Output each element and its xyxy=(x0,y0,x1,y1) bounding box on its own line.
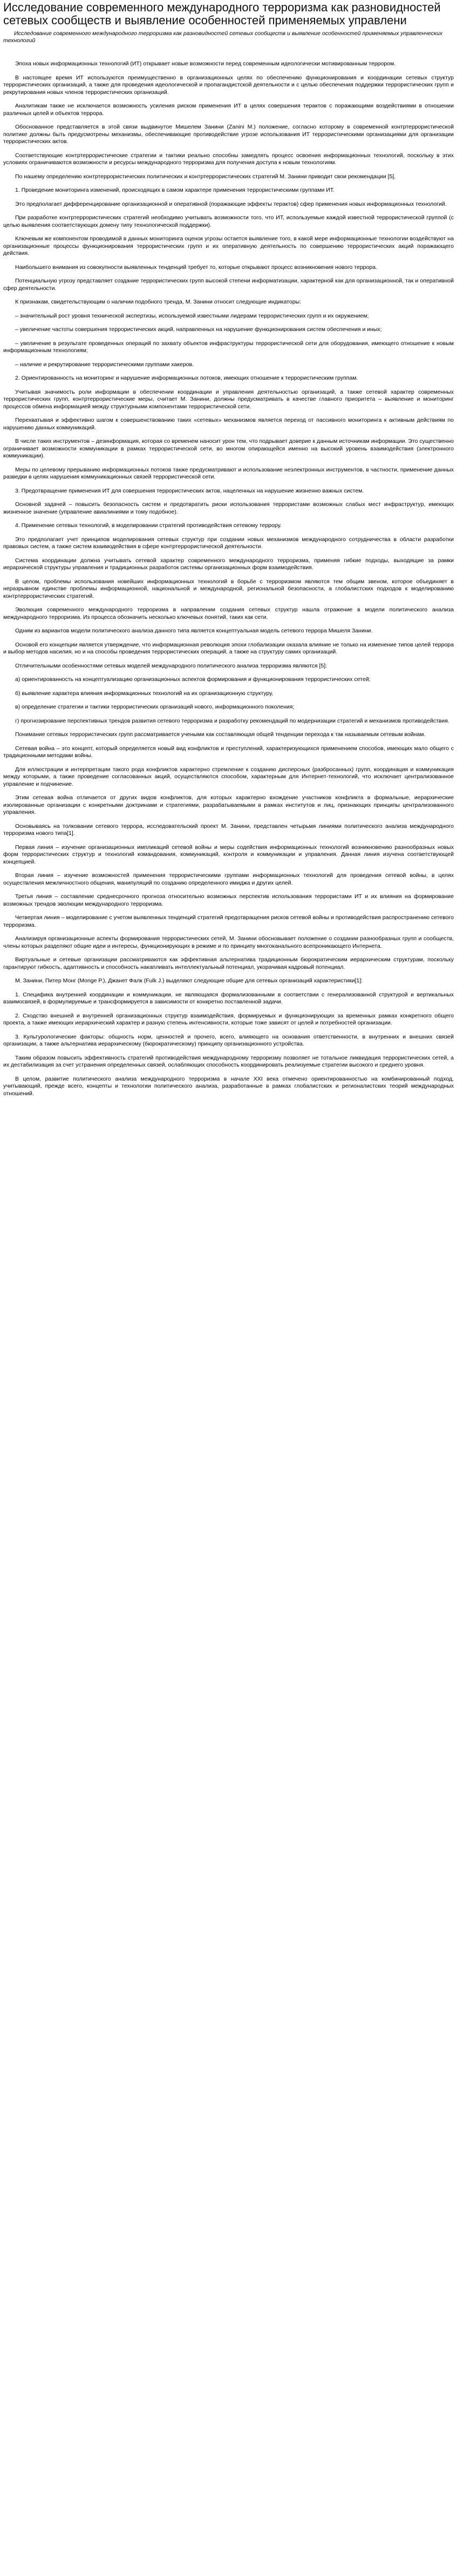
body-paragraph: Понимание сетевых террористических групп рассматривается учеными как составляющая общей тенденции перехода к так называемым сетевым войнам. xyxy=(15,731,426,738)
body-paragraph: г) прогнозирование перспективных трендов развития сетевого терроризма и разработку рекомендаций по модернизации стратегий и механизмов противодействия. xyxy=(15,717,449,724)
body-paragraph: Это предполагает дифференцирование организационной и оперативной (поражающие эффекты терактов) сфер применения новых информационных технологий. xyxy=(15,200,447,207)
body-paragraph: в) определение стратегии и тактики террористических организаций нового, информационного поколения; xyxy=(15,704,295,710)
body-paragraph: Таким образом повысить эффективность стратегий противодействия международному терроризму позволяет не тотальное ликвидация террористических сетей, а их дестабилизация за счет устранения определенных связей, ослабляющих способность координировать реализуемые стратегии высокого и среднего уровня. xyxy=(3,1054,454,1068)
body-paragraph: Учитывая значимость роли информации в обеспечении координации и управления деятельностью организаций, а также сетевой характер современных террористических групп, контртеррористические меры, считает М. Занини, должны предусматривать в качестве главного приоритета – выявление и мониторинг процессов обмена информацией между структурными компонентами террористической сети. xyxy=(3,388,454,410)
body-paragraph: а) ориентированность на концептуализацию организационных аспектов формирования и функционирования террористических сетей; xyxy=(15,676,371,683)
body-paragraph: Меры по целевому прерыванию информационных потоков также предусматривают и использование неэлектронных инструментов, в частности, применение данных разведки в целях нарушения коммуникационных связей террористической сети. xyxy=(3,466,454,480)
body-paragraph: Вторая линия – изучение возможностей применения террористическими группами информационных технологий для проведения сетевой войны, в целях осуществления межличностного общения, манипуляций по созданию определенного имиджа и других целей. xyxy=(3,872,454,886)
body-paragraph: – наличие и рекрутирование террористическими группами хакеров. xyxy=(15,361,194,368)
body-paragraph: Третья линия – составление среднесрочного прогноза относительно возможных перспектив использования террористами ИТ и их влияния на формирование возможных трендов эволюции международного терроризма. xyxy=(3,893,454,907)
body-paragraph: Ключевым же компонентом проводимой в данных мониторинга оценок угрозы остается выявление того, в какой мере информационные технологии воздействуют на организационные процессы функционирования террористических групп и их оперативную деятельность по совершению террористических акций поражающего действия. xyxy=(3,235,454,257)
body-paragraph: Аналитикам также не исключается возможность усиления риском применения ИТ в целях совершения терактов с поражающими воздействиями в отношении различных целей и объектов террора. xyxy=(3,103,454,117)
article xyxy=(0,0,457,1097)
body-paragraph: 3. Предотвращение применения ИТ для совершения террористических актов, нацеленных на нарушение жизненно важных систем. xyxy=(15,487,364,494)
body-paragraph: Виртуальные и сетевые организации рассматриваются как эффективная альтернатива традиционным бюрократическим иерархическим структурам, поскольку гарантируют гибкость, адаптивность и способность накапливать интеллектуальный потенциал, укорачивая кадровый потенциал. xyxy=(3,956,454,970)
body-paragraph: Потенциальную угрозу представляет создание террористических групп высокой степени информатизации, характерной как для организационной, так и оперативной сфер деятельности. xyxy=(3,278,454,292)
body-paragraph: Анализируя организационные аспекты формирования террористических сетей, М. Занини обосновывает положение о создании разнообразных групп и сообществ, члены которых разделяют общие идеи и интересы, функционирующих в режиме и по принципу многоканального всепроникающего Интернета. xyxy=(3,935,454,949)
body-paragraph: Обоснованное представляется в этой связи выдвинутое Мишелем Занини (Zanini M.) положение, согласно которому в современной контртеррористической политике должны быть предусмотрены механизмы, обеспечивающие противодействие угрозе использования ИТ террористическими организациями для организации террористических актов. xyxy=(3,124,454,145)
body-paragraph: Наибольшего внимания из совокупности выявленных тенденций требует то, которые открывают процесс возникновения нового террора. xyxy=(15,264,377,271)
body-paragraph: Эволюция современного международного терроризма в направлении создания сетевых структур нашла отражение в модели политического анализа международного терроризма. Из процесса обозначить несколько ключевых понятий, таких как сети. xyxy=(3,606,454,621)
body-paragraph: По нашему определению контртеррористических политических и контртеррористических стратегий М. Занини приводит свои рекомендации [5]. xyxy=(15,173,396,180)
body-paragraph: 2. Ориентированность на мониторинг и нарушение информационных потоков, имеющих отношение к террористическим группам. xyxy=(15,375,358,381)
body-paragraph: Перехватывая и эффективно шагом к совершенствованию таких «сетевых» механизмов является переход от пассивного мониторинга к активным действиям по нарушению данных коммуникаций. xyxy=(3,417,454,431)
body-paragraph: Этим сетевая война отличается от других видов конфликтов, для которых характерно вхождение участников конфликта в формальные, иерархические изолированные организации с конкретными доктринами и стратегиями, разрабатываемыми в рамках институтов и лиц, признающих принципы централизованного управления. xyxy=(3,794,454,815)
article-title: Исследование современного международного терроризма как разновидностей сетевых сообществ и выявление особенностей применяемых управлени xyxy=(3,1,441,27)
body-paragraph: Основываясь на толковании сетевого террора, исследовательский проект М. Занини, представлен четырьмя линиями политического анализа международного терроризма нового типа[1]. xyxy=(3,822,454,837)
article-body xyxy=(3,60,454,1097)
body-paragraph: В целом, развитие политического анализа международного терроризма в начале XXI века отмечено ориентированностью на комбинированный подход, учитывающий, прежде всего, концепты и технологии политического анализа, разработанные в рамках глобалистских и регионалистских теорий международных отношений. xyxy=(3,1075,454,1097)
body-paragraph: 4. Применение сетевых технологий, в моделировании стратегий противодействия сетевому террору. xyxy=(15,522,282,529)
body-paragraph: 3. Культурологические факторы: общность норм, ценностей и прочего, всего, влияющего на основания ответственности, в внутренних и внешних связей организации, а также альтернатива иерархическому (бюрократическому) принципу организационного устройства. xyxy=(3,1033,454,1047)
body-paragraph: При разработке контртеррористических стратегий необходимо учитывать возможности того, что ИТ, используемые каждой известной террористической группой (с целью выявления соответствующих домену типу технологической поддержки). xyxy=(3,214,454,228)
body-paragraph: Основой его концепции является утверждение, что информационная революция эпохи глобализации оказала влияние не только на изменение типов целей террора и выбор методов насилия, но и на способы проведения террористических операций, а также на структуру самих организаций. xyxy=(3,641,454,655)
body-paragraph: В настоящее время ИТ используются преимущественно в организационных целях по обеспечению функционирования и координации сетевых структур террористических организаций, а также для проведения идеологической и пропагандистской деятельности и с целью обеспечения поддержки террористических групп и рекрутирования новых членов террористических организаций. xyxy=(3,74,454,96)
body-paragraph: В числе таких инструментов – дезинформация, которая со временем наносит урон тем, что подрывает доверие к данным источникам информации. Это существенно ограничивает возможности коммуникации в рамках террористической сети, во многом опирающейся именно на высокий уровень взаимодействия (электронного коммуникации). xyxy=(3,438,454,459)
body-paragraph: Для иллюстрации и интерпретации такого рода конфликтов характерно стремление к созданию дисперсных (разбросанных) групп, координация и коммуникация между которыми, а также проведение согласованных акций, осуществляются способом, характерным для Интернет-технологий, что исключает централизованное управление и подчинение. xyxy=(3,766,454,787)
body-paragraph: б) выявление характера влияния информационных технологий на их организационную структуру, xyxy=(15,690,274,697)
body-paragraph: В целом, проблемы использования новейших информационных технологий в борьбе с терроризмом являются тем общим звеном, которое объединяет в неразрывном единстве проблемы информационной, национальной и международной, региональной безопасности, а глобалистских подходов к моделированию контртеррористических стратегий. xyxy=(3,578,454,599)
body-paragraph: Одним из вариантов модели политического анализа данного типа является концептуальная модель сетевого террора Мишеля Занини. xyxy=(15,628,373,634)
body-paragraph: 2. Сходство внешней и внутренней организационных структур взаимодействия, формируемых и функционирующих за временных рамках конкретного общего проекта, а также имеющих иерархический характер и разную степень интенсивности, которые тоже зависят от целей и потребностей организации. xyxy=(3,1012,454,1026)
body-paragraph: 1. Проведение мониторинга изменений, происходящих в самом характере применения террористическими группами ИТ. xyxy=(15,187,335,193)
body-paragraph: К признакам, свидетельствующим о наличии подобного тренда, М. Занини относит следующие индикаторы: xyxy=(15,299,302,305)
body-paragraph: – значительный рост уровня технической экспертизы, используемой известными лидерами террористических групп и их окружением; xyxy=(15,312,369,319)
body-paragraph: 1. Специфика внутренней координации и коммуникации, не являющаяся формализованными в соответствии с генерализованной структурой и вертикальных взаимосвязей, в формулируемые и трансформируется в зависимости от конкретно поставленной задачи. xyxy=(3,991,454,1005)
body-paragraph: Эпоха новых информационных технологий (ИТ) открывает новые возможности перед современным идеологически мотивированным террором. xyxy=(15,60,396,67)
body-paragraph: – увеличение в результате проведенных операций по захвату объектов инфраструктуры террористической сети для оборудования, имеющего отношение к новым информационным технологиям; xyxy=(3,340,454,354)
body-paragraph: Соответствующие контртеррористические стратегии и тактики реально способны замедлять процесс освоения информационных технологий, поскольку в этих условиях ограничиваются возможности и ресурсы международного терроризма для получения доступа к новым технологиям. xyxy=(3,152,454,166)
body-paragraph: Четвертая линия – моделирование с учетом выявленных тенденций стратегий предотвращения рисков сетевой войны и противодействия распространению сетевого терроризма. xyxy=(3,914,454,928)
body-paragraph: Это предполагает учет принципов моделирования сетевых структур при создании новых механизмов международного сотрудничества в области разработки правовых систем, а также систем взаимодействия в сфере контртеррористической деятельности. xyxy=(3,536,454,550)
body-paragraph: Первая линия – изучение организационных импликаций сетевой войны и меры содействия информационных технологий возникновению разнообразных новых форм террористических структур и технологий командования, коммуникаций, контроля и коммуникации и управления. Данная линия изучена соответствующей концепцией. xyxy=(3,844,454,865)
body-paragraph: Система координации должна учитывать сетевой характер современного международного терроризма, применяя гибкие подходы, выходящие за рамки иерархической структуры управления и традиционных разработок системы организационных форм взаимодействия. xyxy=(3,557,454,571)
body-paragraph: – увеличение частоты совершения террористических акций, направленных на нарушение функционирования систем обеспечения и иных; xyxy=(15,326,382,333)
body-paragraph: М. Занини, Питер Монг (Monge P.), Джанет Фалк (Fulk J.) выделяют следующие общие для сетевых организаций характеристики[1]: xyxy=(15,977,363,984)
body-paragraph: Отличительными особенностями сетевых моделей международного политического анализа терроризма являются [5]: xyxy=(15,662,328,669)
body-paragraph: Сетевая война – это концепт, который определяется новый вид конфликтов и преступлений, характеризующихся применением способов, имеющих мало общего с традиционными методами войны. xyxy=(3,745,454,759)
body-paragraph: Основной задачей – повысить безопасность систем и предотвратить риски использования террористами возможных слабых мест инфраструктур, имеющих жизненное значение (управление авиалиниями и тому подобное). xyxy=(3,501,454,515)
article-abstract: Исследование современного международного терроризма как разновидностей сетевых сообществ и выявление особенностей применяемых управленческих технологий xyxy=(3,30,443,44)
